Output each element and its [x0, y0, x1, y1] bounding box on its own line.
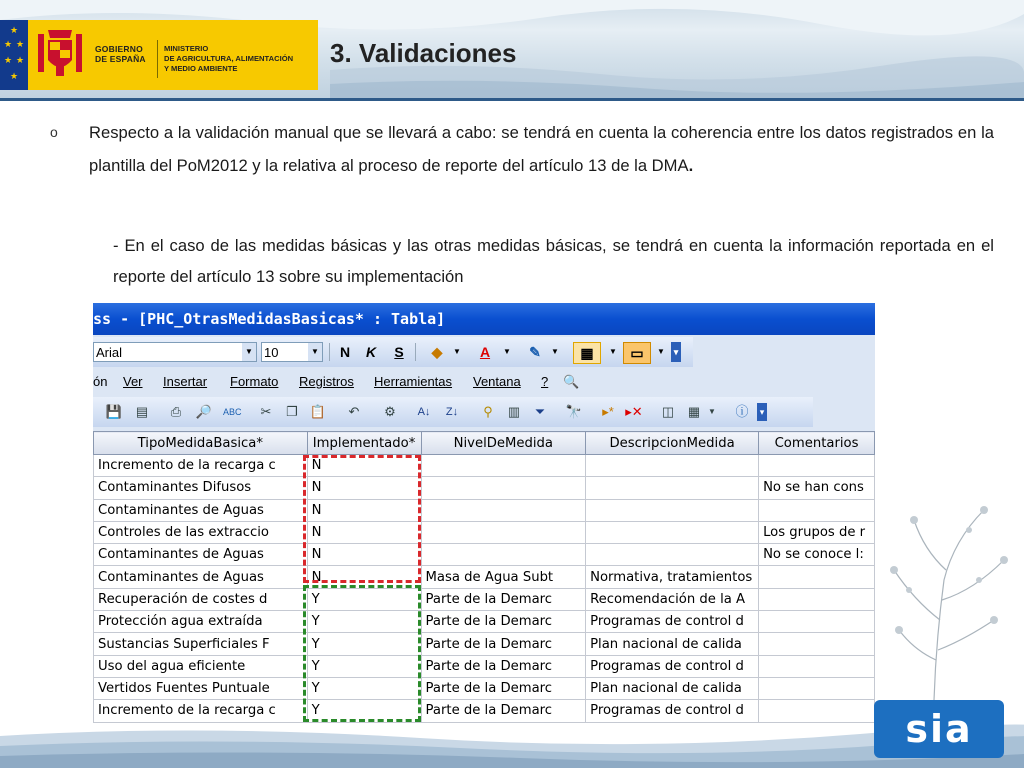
sia-logo: sia — [874, 700, 1004, 758]
header-rule — [0, 98, 1024, 101]
hyperlink-icon[interactable]: ⚙ — [384, 404, 396, 419]
window-titlebar[interactable] — [93, 303, 875, 335]
search-icon[interactable]: 🔍 — [563, 374, 580, 389]
table-cell[interactable]: Parte de la Demarc — [421, 611, 586, 633]
print-preview-icon[interactable]: 🔎 — [195, 404, 213, 419]
chevron-down-icon[interactable]: ▼ — [609, 347, 617, 356]
table-cell[interactable] — [759, 677, 875, 699]
database-window-icon[interactable]: ◫ — [661, 404, 675, 419]
font-name-value: Arial — [96, 345, 123, 360]
eu-flag — [0, 20, 28, 90]
table-cell[interactable]: Los grupos de r — [759, 521, 875, 543]
table-cell[interactable]: Parte de la Demarc — [421, 588, 586, 610]
column-header-tipo[interactable]: TipoMedidaBasica* — [94, 432, 308, 455]
table-row[interactable] — [94, 521, 875, 543]
table-header-row — [94, 432, 875, 455]
datasheet-table — [93, 431, 875, 723]
underline-button[interactable]: S — [394, 344, 404, 360]
table-cell[interactable] — [421, 455, 586, 477]
gridlines-icon[interactable]: ▦ — [573, 342, 601, 364]
table-row[interactable] — [94, 455, 875, 477]
table-cell[interactable] — [586, 477, 759, 499]
gov-line-1: GOBIERNO — [95, 44, 143, 54]
table-cell[interactable]: Parte de la Demarc — [421, 633, 586, 655]
toolbar-separator — [415, 343, 416, 361]
main-paragraph-end: . — [688, 155, 694, 175]
table-cell[interactable]: No se conoce l: — [759, 544, 875, 566]
slide-title: 3. Validaciones — [330, 38, 517, 68]
ministry-line-2: DE AGRICULTURA, ALIMENTACIÓN — [164, 54, 294, 63]
standard-toolbar — [93, 397, 813, 427]
table-row[interactable] — [94, 655, 875, 677]
table-cell[interactable]: Parte de la Demarc — [421, 655, 586, 677]
main-paragraph-text: Respecto a la validación manual que se llevará a cabo: se tendrá en cuenta la coherencia entre los datos registrados en la plantilla del PoM2012 y la relativa al proceso de reporte del artículo 13 de la DMA — [89, 123, 994, 175]
table-cell[interactable]: Y — [307, 633, 421, 655]
column-header-comentarios[interactable]: Comentarios — [759, 432, 875, 455]
table-cell[interactable]: N — [307, 477, 421, 499]
table-cell[interactable]: Programas de control d — [586, 700, 759, 722]
table-cell[interactable] — [586, 499, 759, 521]
table-cell[interactable]: Contaminantes Difusos — [94, 477, 308, 499]
menu-item-ver[interactable]: Ver — [123, 374, 143, 389]
eu-star-icon: ★ — [10, 25, 19, 35]
table-cell[interactable] — [586, 455, 759, 477]
ministry-name — [164, 44, 293, 74]
menu-item-ventana[interactable]: Ventana — [473, 374, 521, 389]
table-row[interactable] — [94, 700, 875, 722]
table-cell[interactable]: Y — [307, 655, 421, 677]
delete-record-icon[interactable]: ▸✕ — [625, 404, 643, 419]
special-effect-icon[interactable]: ▭ — [623, 342, 651, 364]
table-cell[interactable] — [759, 633, 875, 655]
table-cell[interactable]: Y — [307, 677, 421, 699]
table-cell[interactable] — [421, 477, 586, 499]
table-cell[interactable]: Contaminantes de Aguas — [94, 544, 308, 566]
eu-star-icon: ★ — [4, 55, 13, 65]
bold-button[interactable]: N — [339, 344, 351, 360]
table-cell[interactable]: Recuperación de costes d — [94, 588, 308, 610]
copy-icon[interactable]: ❐ — [286, 404, 298, 419]
table-cell[interactable] — [759, 455, 875, 477]
font-color-icon[interactable]: A — [479, 344, 491, 360]
menu-item-help[interactable]: ? — [541, 374, 549, 389]
table-cell[interactable]: N — [307, 566, 421, 588]
table-cell[interactable]: Parte de la Demarc — [421, 700, 586, 722]
chevron-down-icon[interactable]: ▼ — [657, 347, 665, 356]
table-cell[interactable]: Programas de control d — [586, 611, 759, 633]
help-icon[interactable]: ⓘ — [735, 404, 749, 419]
table-row[interactable] — [94, 499, 875, 521]
table-cell[interactable] — [586, 544, 759, 566]
paste-icon[interactable]: 📋 — [309, 404, 327, 419]
table-cell[interactable] — [759, 499, 875, 521]
sub-paragraph: - En el caso de las medidas básicas y las otras medidas básicas, se tendrá en cuenta la información reportada en el reporte del artículo 13 sobre su implementación — [113, 236, 994, 286]
table-cell[interactable]: Contaminantes de Aguas — [94, 499, 308, 521]
table-cell[interactable]: No se han cons — [759, 477, 875, 499]
table-cell[interactable]: Recomendación de la A — [586, 588, 759, 610]
column-header-descripcion[interactable]: DescripcionMedida — [586, 432, 759, 455]
gov-line-2: DE ESPAÑA — [95, 54, 146, 64]
chevron-down-icon[interactable]: ▼ — [708, 407, 716, 416]
table-cell[interactable]: Sustancias Superficiales F — [94, 633, 308, 655]
ministry-line-3: Y MEDIO AMBIENTE — [164, 64, 238, 73]
spelling-icon[interactable]: ABC — [223, 407, 242, 417]
sort-descending-icon[interactable]: Z↓ — [445, 406, 459, 418]
table-cell[interactable]: N — [307, 455, 421, 477]
filter-by-selection-icon[interactable]: ⚲ — [483, 404, 493, 419]
table-cell[interactable] — [586, 521, 759, 543]
formatting-toolbar — [93, 337, 693, 367]
table-cell[interactable]: N — [307, 499, 421, 521]
chevron-down-icon[interactable]: ▼ — [453, 347, 461, 356]
bullet-marker: o — [50, 124, 58, 140]
logo-divider — [157, 40, 158, 78]
table-cell[interactable]: Programas de control d — [586, 655, 759, 677]
access-window — [93, 303, 875, 723]
chevron-down-icon[interactable]: ▼ — [551, 347, 559, 356]
table-cell[interactable]: Normativa, tratamientos — [586, 566, 759, 588]
table-cell[interactable]: N — [307, 544, 421, 566]
cut-icon[interactable]: ✂ — [260, 404, 272, 419]
italic-button[interactable]: K — [365, 344, 377, 360]
table-cell[interactable]: Parte de la Demarc — [421, 677, 586, 699]
government-name — [95, 44, 146, 64]
table-cell[interactable]: Controles de las extraccio — [94, 521, 308, 543]
table-cell[interactable]: Vertidos Fuentes Puntuale — [94, 677, 308, 699]
table-cell[interactable]: Y — [307, 700, 421, 722]
font-size-select[interactable] — [261, 342, 323, 362]
filter-by-form-icon[interactable]: ▥ — [507, 404, 521, 419]
toolbar-options-icon[interactable]: ▾ — [671, 342, 681, 362]
font-size-value: 10 — [264, 345, 279, 360]
table-cell[interactable]: N — [307, 521, 421, 543]
table-cell[interactable] — [759, 655, 875, 677]
table-cell[interactable]: Contaminantes de Aguas — [94, 566, 308, 588]
table-row[interactable] — [94, 477, 875, 499]
table-cell[interactable]: Plan nacional de calida — [586, 677, 759, 699]
not-implemented-highlight — [303, 455, 421, 583]
ministry-line-1: MINISTERIO — [164, 44, 209, 53]
table-row[interactable] — [94, 588, 875, 610]
table-cell[interactable] — [421, 544, 586, 566]
table-cell[interactable] — [759, 566, 875, 588]
table-row[interactable] — [94, 633, 875, 655]
column-header-nivel[interactable]: NivelDeMedida — [421, 432, 586, 455]
table-row[interactable] — [94, 677, 875, 699]
coat-of-arms-icon — [34, 26, 86, 82]
table-cell[interactable] — [759, 611, 875, 633]
plant-illustration — [874, 500, 1024, 700]
table-cell[interactable]: Y — [307, 588, 421, 610]
menu-item-edicion[interactable]: ón — [93, 374, 108, 389]
footer-wave — [0, 722, 1024, 768]
chevron-down-icon: ▼ — [308, 343, 322, 361]
table-cell[interactable]: Masa de Agua Subt — [421, 566, 586, 588]
table-cell[interactable]: Plan nacional de calida — [586, 633, 759, 655]
table-cell[interactable] — [421, 521, 586, 543]
font-name-select[interactable] — [93, 342, 257, 362]
toolbar-separator — [329, 343, 330, 361]
fill-color-icon[interactable]: ◆ — [431, 344, 443, 360]
eu-star-icon: ★ — [4, 39, 13, 49]
table-cell[interactable]: Uso del agua eficiente — [94, 655, 308, 677]
menu-item-registros[interactable]: Registros — [299, 374, 354, 389]
table-view-icon[interactable]: ▤ — [135, 404, 149, 419]
chevron-down-icon[interactable]: ▼ — [503, 347, 511, 356]
menu-item-formato[interactable]: Formato — [230, 374, 279, 389]
menu-item-herramientas[interactable]: Herramientas — [374, 374, 453, 389]
new-object-icon[interactable]: ▦ — [687, 404, 701, 419]
table-row[interactable] — [94, 611, 875, 633]
table-cell[interactable]: Incremento de la recarga c — [94, 455, 308, 477]
menu-bar — [93, 369, 875, 395]
table-cell[interactable] — [759, 588, 875, 610]
table-row[interactable] — [94, 544, 875, 566]
window-title: ss - [PHC_OtrasMedidasBasicas* : Tabla] — [93, 310, 446, 328]
menu-item-insertar[interactable]: Insertar — [163, 374, 208, 389]
sort-ascending-icon[interactable]: A↓ — [417, 406, 431, 418]
new-record-icon[interactable]: ▸* — [602, 404, 614, 419]
toolbar-options-icon[interactable]: ▾ — [757, 403, 767, 421]
print-icon[interactable]: ⎙ — [170, 404, 182, 419]
line-color-icon[interactable]: ✎ — [529, 344, 541, 360]
table-cell[interactable]: Y — [307, 611, 421, 633]
main-paragraph — [89, 117, 994, 182]
implemented-highlight — [303, 585, 421, 722]
save-icon[interactable]: 💾 — [105, 404, 123, 419]
chevron-down-icon: ▼ — [242, 343, 256, 361]
eu-star-icon: ★ — [10, 71, 19, 81]
find-icon[interactable]: 🔭 — [565, 404, 583, 419]
column-header-implementado[interactable]: Implementado* — [307, 432, 421, 455]
table-row[interactable] — [94, 566, 875, 588]
undo-icon[interactable]: ↶ — [348, 404, 360, 419]
table-cell[interactable]: Incremento de la recarga c — [94, 700, 308, 722]
table-cell[interactable] — [421, 499, 586, 521]
table-cell[interactable] — [759, 700, 875, 722]
eu-star-icon: ★ — [16, 55, 25, 65]
table-cell[interactable]: Protección agua extraída — [94, 611, 308, 633]
eu-star-icon: ★ — [16, 39, 25, 49]
apply-filter-icon[interactable]: ⏷ — [534, 404, 546, 419]
